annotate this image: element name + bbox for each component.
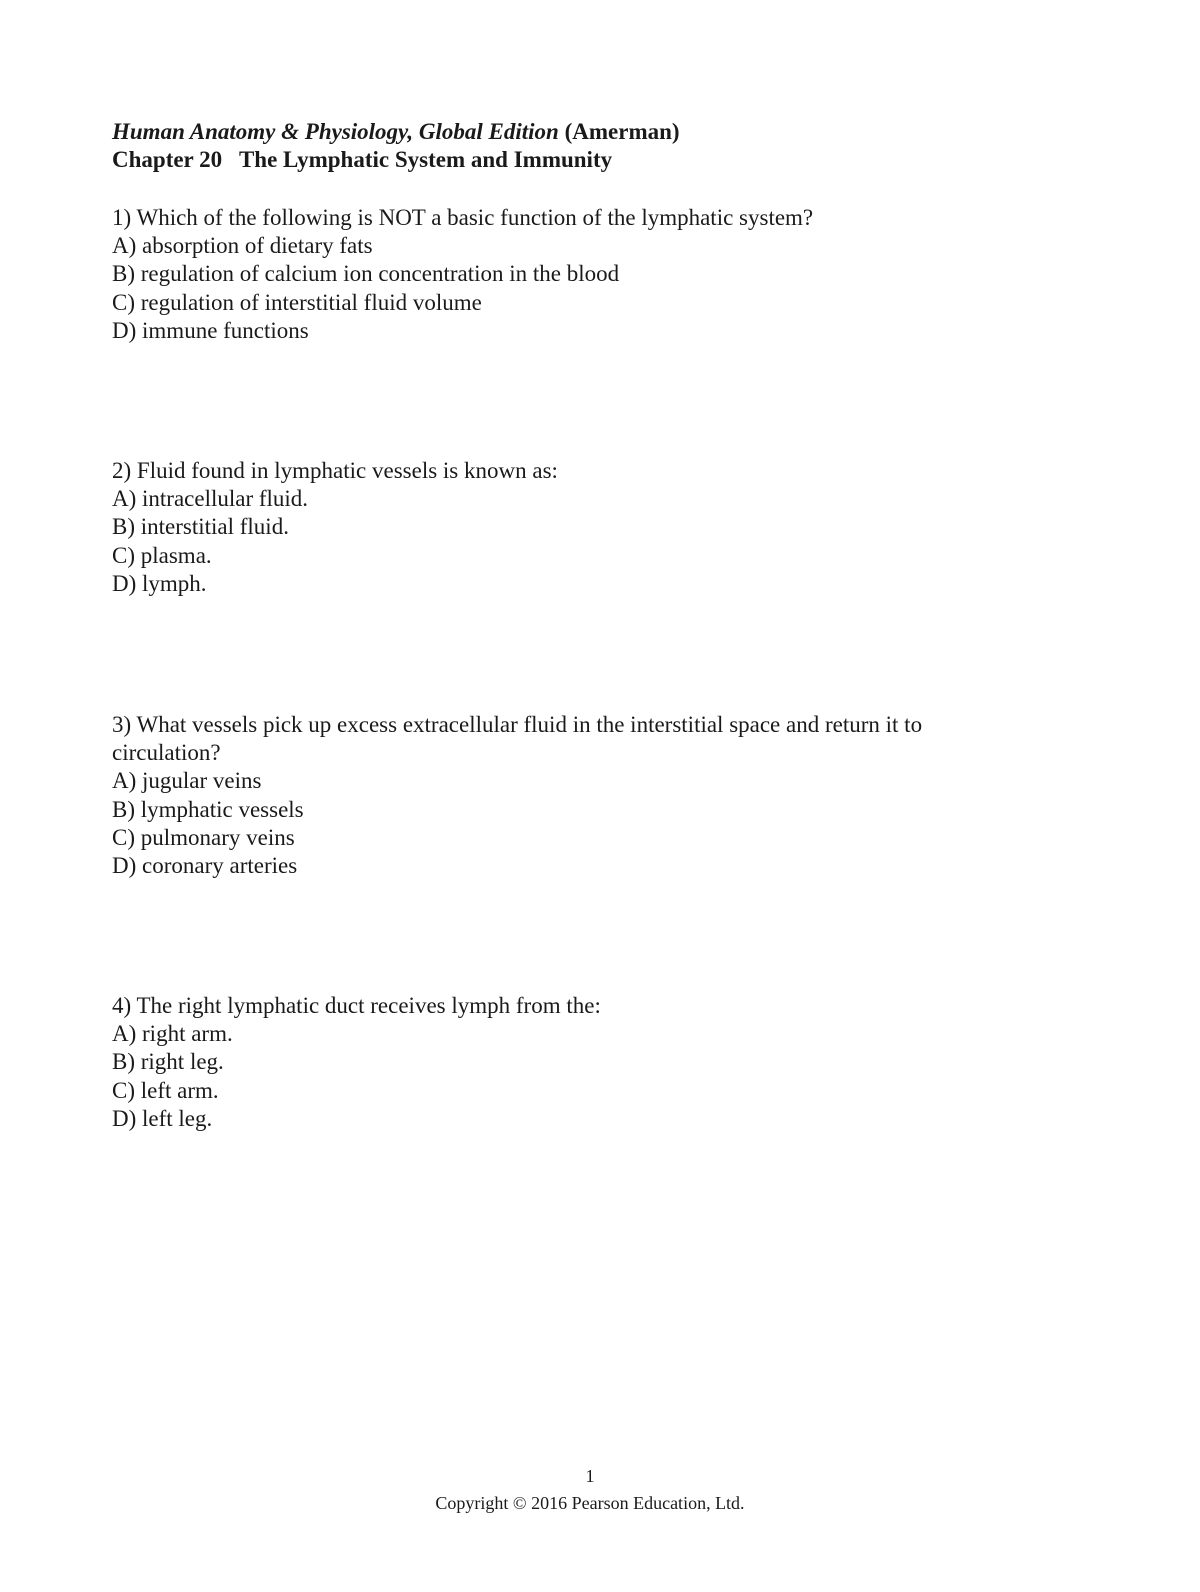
option-b: B) lymphatic vessels [112,796,304,822]
question-text: 4) The right lymphatic duct receives lymph from the: [112,993,601,1018]
option-d: D) immune functions [112,317,309,343]
question-text: 2) Fluid found in lymphatic vessels is known as: [112,458,558,483]
option-c: C) regulation of interstitial fluid volume [112,289,482,315]
question-4 [112,992,1092,1133]
question-3 [112,711,1092,880]
chapter-title: Chapter 20 The Lymphatic System and Immunity [112,147,613,172]
question-text: 3) What vessels pick up excess extracellular fluid in the interstitial space and return it to circulation? [112,712,923,766]
option-c: C) plasma. [112,542,212,568]
option-b: B) regulation of calcium ion concentration in the blood [112,261,620,287]
option-a: A) intracellular fluid. [112,486,309,512]
option-a: A) right arm. [112,1021,233,1047]
question-text: 1) Which of the following is NOT a basic function of the lymphatic system? [112,205,814,230]
option-d: D) left leg. [112,1105,213,1131]
option-c: C) left arm. [112,1077,219,1103]
copyright-notice: Copyright © 2016 Pearson Education, Ltd. [435,1493,745,1513]
book-title: Human Anatomy & Physiology, Global Edition [112,119,559,144]
page-number: 1 [585,1466,595,1486]
option-d: D) coronary arteries [112,853,298,879]
option-a: A) jugular veins [112,768,262,794]
option-c: C) pulmonary veins [112,824,295,850]
document-header [112,118,1092,174]
option-b: B) right leg. [112,1049,224,1075]
book-author: (Amerman) [558,119,680,144]
title-line [112,118,1092,146]
option-a: A) absorption of dietary fats [112,233,373,259]
option-d: D) lymph. [112,570,207,596]
option-b: B) interstitial fluid. [112,514,289,540]
question-1 [112,204,1092,345]
question-2 [112,457,1092,598]
